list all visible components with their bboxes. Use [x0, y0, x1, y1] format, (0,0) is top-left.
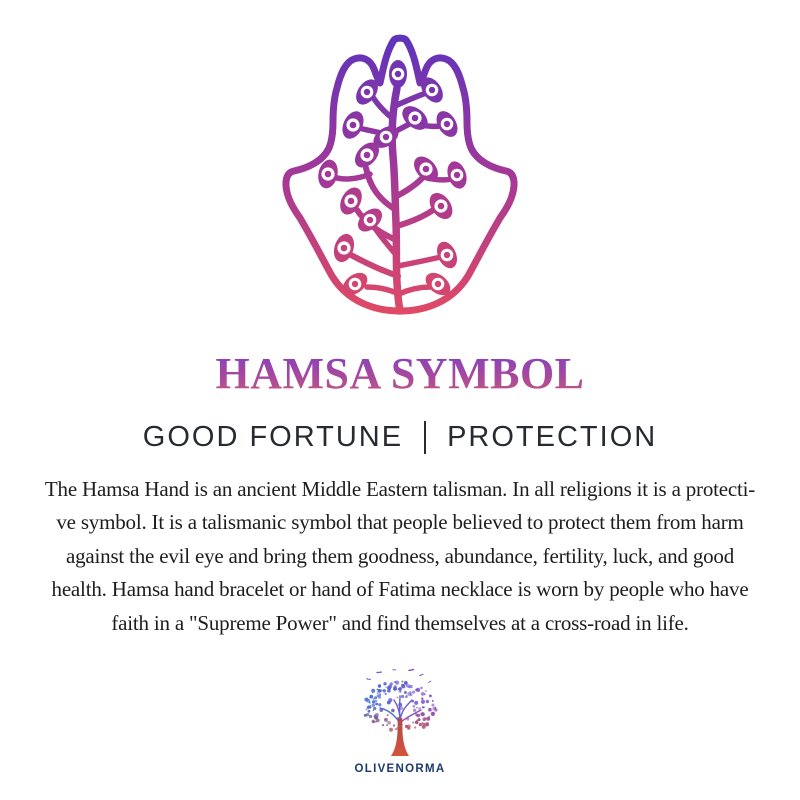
birds-icon: [366, 668, 432, 683]
brand-name: OLIVENORMA: [354, 763, 446, 775]
description-line: faith in a "Supreme Power" and find themselves at a cross-road in life.: [111, 610, 689, 635]
description-line: ve symbol. It is a talismanic symbol that people believed to protect them from harm: [56, 510, 744, 535]
description-line: The Hamsa Hand is an ancient Middle Eastern talisman. In all religions it is a protecti-: [44, 477, 756, 501]
tagline-left: GOOD FORTUNE: [142, 421, 404, 453]
tree-of-life-icon: [348, 668, 452, 760]
tagline-right: PROTECTION: [447, 421, 658, 453]
hamsa-hand-graphic: [280, 28, 520, 318]
hamsa-symbol-icon: [280, 28, 520, 318]
tagline: [0, 421, 800, 454]
page-title: HAMSA SYMBOL: [0, 349, 800, 399]
description-line: against the evil eye and bring them goodness, abundance, fertility, luck, and good: [65, 543, 735, 568]
description-line: health. Hamsa hand bracelet or hand of Fatima necklace is worn by people who have: [51, 577, 749, 602]
tagline-divider: [424, 421, 426, 454]
brand-logo: [0, 668, 800, 775]
description-paragraph: [30, 473, 770, 640]
